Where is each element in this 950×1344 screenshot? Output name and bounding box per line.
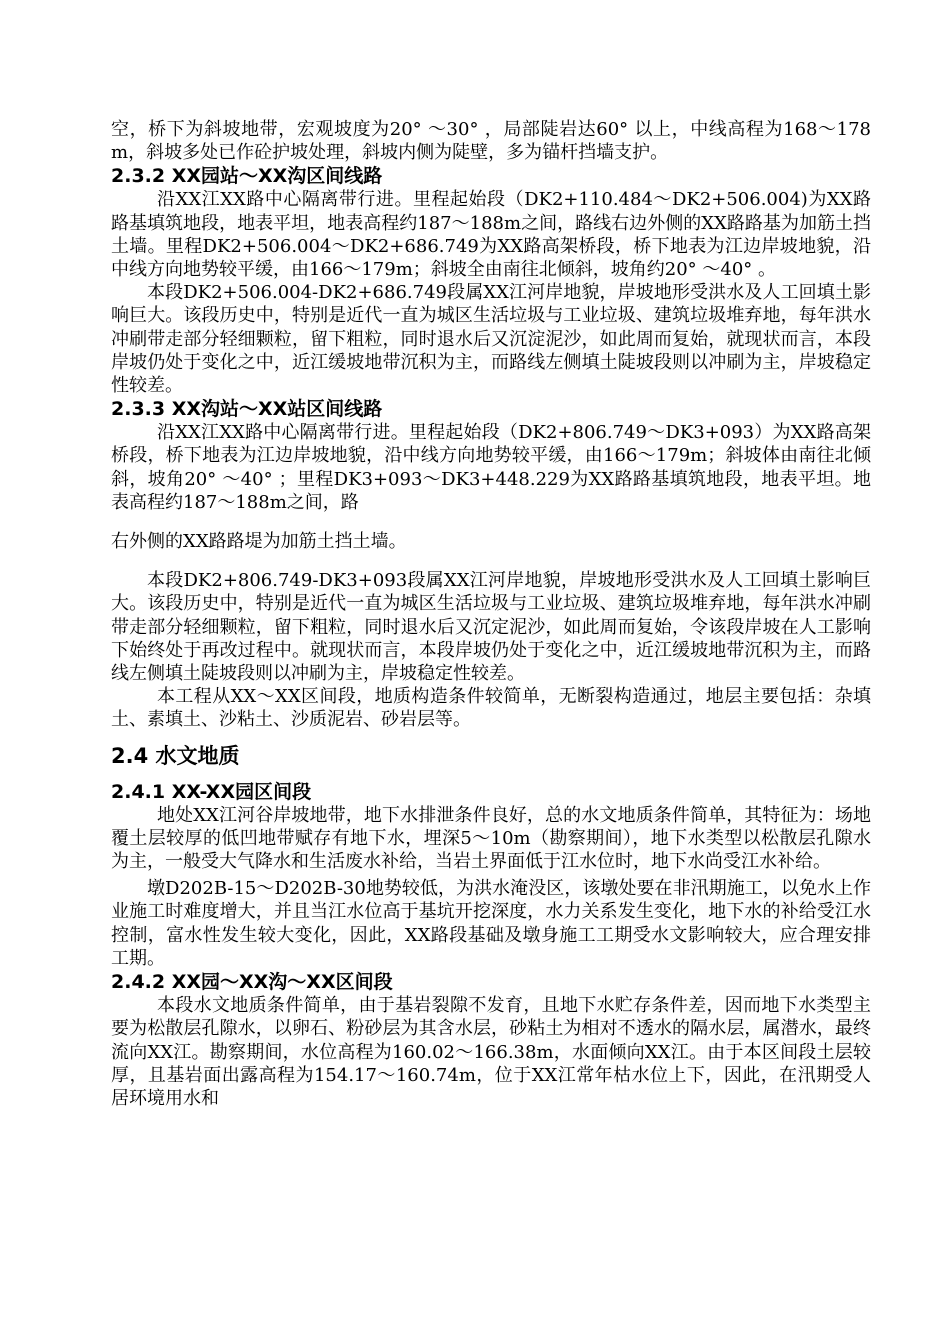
heading-2-4-1: 2.4.1 XX-XX园区间段 [111,780,312,803]
paragraph-2-3-3-route-cont: 右外侧的XX路路堤为加筋土挡土墙。 [111,531,407,553]
paragraph-2-4-2-hydro: 本段水文地质条件简单，由于基岩裂隙不发育，且地下水贮存条件差，因而地下水类型主要为松散层孔隙水，以卵石、粉砂层为其含水层，砂粘土为相对不透水的隔水层，属潜水，最终流向XX江。勘察期间，水位高程为160.02～166.38m，水面倾向XX江。由于本区间段土层较厚，且基岩面出露高程为154.17～160.74m，位于XX江常年枯水位上下，因此，在汛期受人居环境用水和 [111,995,871,1109]
paragraph-2-4-1-piers: 墩D202B-15～D202B-30地势较低，为洪水淹没区，该墩处要在非汛期施工，以免水上作业施工时难度增大，并且当江水位高于基坑开挖深度，水力关系发生变化，地下水的补给受江水控制，富水性发生较大变化，因此，XX路段基础及墩身施工工期受水文影响较大，应合理安排工期。 [111,878,871,969]
paragraph-2-4-1-features: 地处XX江河谷岸坡地带，地下水排泄条件良好，总的水文地质条件简单，其特征为：场地覆土层较厚的低凹地带赋存有地下水，埋深5～10m（勘察期间），地下水类型以松散层孔隙水为主，一般受大气降水和生活废水补给，当岩土界面低于江水位时，地下水尚受江水补给。 [111,804,871,873]
document-page [111,118,871,1110]
heading-2-4: 2.4 水文地质 [111,743,240,768]
heading-2-3-2: 2.3.2 XX园站～XX沟区间线路 [111,165,383,188]
heading-2-3-3: 2.3.3 XX沟站～XX站区间线路 [111,398,383,421]
paragraph-2-3-2-route: 沿XX江XX路中心隔离带行进。里程起始段（DK2+110.484～DK2+506.004)为XX路路基填筑地段，地表平坦，地表高程约187～188m之间，路线右边外侧的XX路路基为加筋土挡土墙。里程DK2+506.004～DK2+686.749为XX路高架桥段，桥下地表为江边岸坡地貌，沿中线方向地势较平缓，由166～179m；斜坡全由南往北倾斜，坡角约20° ～40° 。 [111,189,871,281]
paragraph-intro: 空，桥下为斜坡地带，宏观坡度为20° ～30° ，局部陡岩达60° 以上，中线高程为168～178m，斜坡多处已作砼护坡处理，斜坡内侧为陡壁，多为锚杆挡墙支护。 [111,119,871,164]
paragraph-2-3-3-bank: 本段DK2+806.749-DK3+093段属XX江河岸地貌，岸坡地形受洪水及人工回填土影响巨大。该段历史中，特别是近代一直为城区生活垃圾与工业垃圾、建筑垃圾堆弃地，每年洪水冲刷带走部分轻细颗粒，留下粗粒，同时退水后又沉定泥沙，如此周而复始，令该段岸坡在人工影响下始终处于再改过程中。就现状而言，本段岸坡仍处于变化之中，近江缓坡地带沉积为主，而路线左侧填土陡坡段则以冲刷为主，岸坡稳定性较差。 [111,570,871,685]
heading-2-4-2: 2.4.2 XX园～XX沟～XX区间段 [111,971,393,994]
paragraph-2-3-2-bank: 本段DK2+506.004-DK2+686.749段属XX江河岸地貌，岸坡地形受洪水及人工回填土影响巨大。该段历史中，特别是近代一直为城区生活垃圾与工业垃圾、建筑垃圾堆弃地，每年洪水冲刷带走部分轻细颗粒，留下粗粒，同时退水后又沉淀泥沙，如此周而复始，就现状而言，本段岸坡仍处于变化之中，近江缓坡地带沉积为主，而路线左侧填土陡坡段则以冲刷为主，岸坡稳定性较差。 [111,282,871,397]
paragraph-2-3-3-route: 沿XX江XX路中心隔离带行进。里程起始段（DK2+806.749～DK3+093）为XX路高架桥段，桥下地表为江边岸坡地貌，沿中线方向地势较平缓，由166～179m；斜坡体由南往北倾斜，坡角20° ～40° ；里程DK3+093～DK3+448.229为XX路路基填筑地段，地表平坦。地表高程约187～188m之间，路 [111,422,871,513]
paragraph-2-3-3-geology: 本工程从XX～XX区间段，地质构造条件较简单，无断裂构造通过，地层主要包括：杂填土、素填土、沙粘土、沙质泥岩、砂岩层等。 [111,686,871,731]
